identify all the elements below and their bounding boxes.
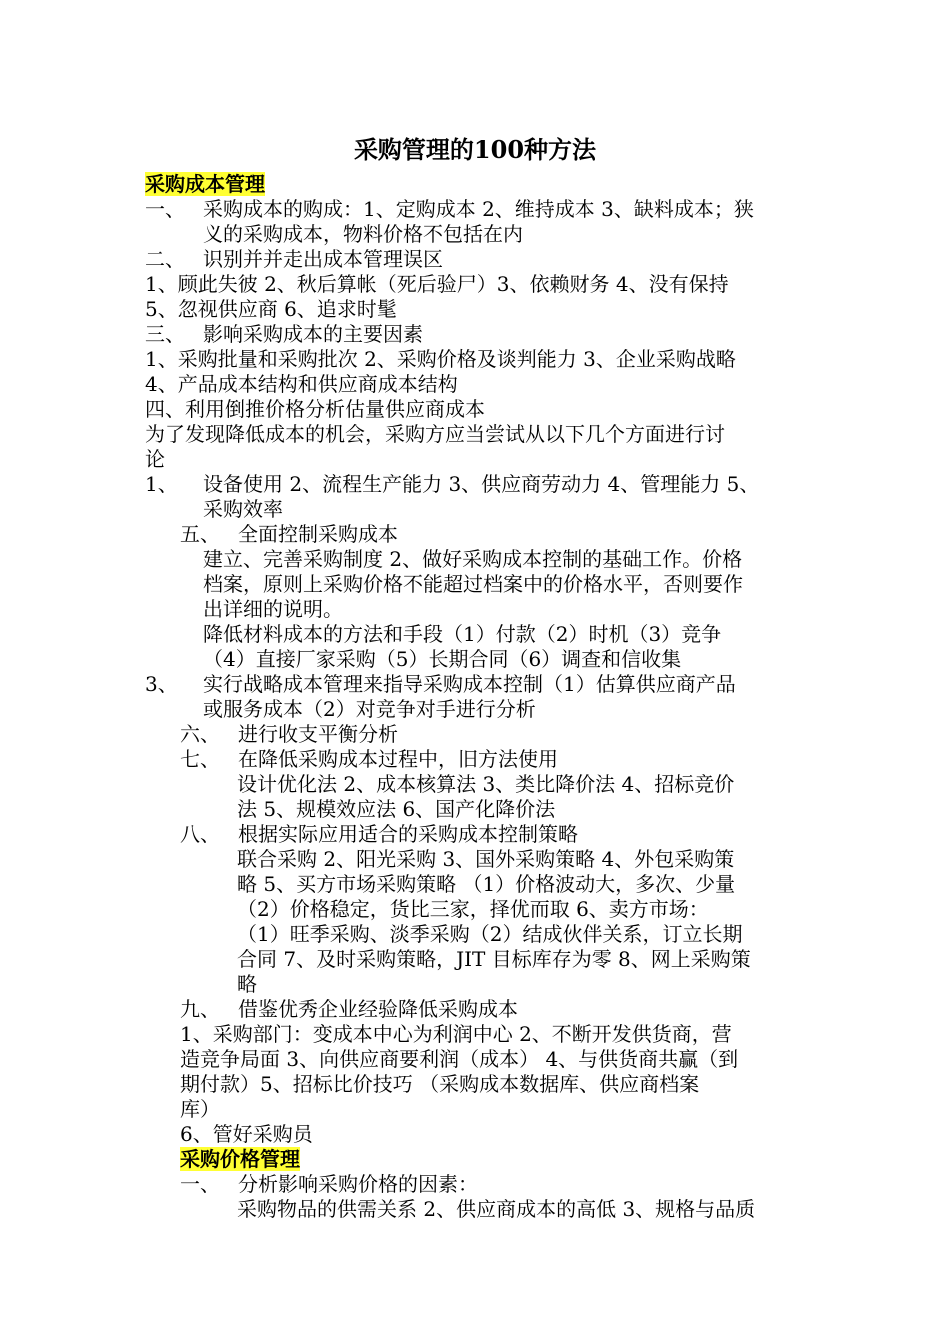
highlighted-heading: 采购价格管理 xyxy=(180,1147,300,1171)
text-line: 造竞争局面 3、向供应商要利润（成本） 4、与供货商共赢（到 xyxy=(180,1047,739,1071)
list-item: 1、 设备使用 2、流程生产能力 3、供应商劳动力 4、管理能力 5、 xyxy=(145,472,760,496)
list-item: 一、 分析影响采购价格的因素： xyxy=(180,1172,478,1196)
list-item: 八、 根据实际应用适合的采购成本控制策略 xyxy=(180,822,578,846)
text-line: 论 xyxy=(145,447,165,471)
text-line: 出详细的说明。 xyxy=(203,597,343,621)
section-heading-price xyxy=(145,1147,810,1172)
text-line: 1、采购批量和采购批次 2、采购价格及谈判能力 3、企业采购战略 xyxy=(145,347,736,371)
document-body xyxy=(145,172,810,1222)
text-line: 期付款）5、招标比价技巧 （采购成本数据库、供应商档案 xyxy=(180,1072,700,1096)
list-item: 七、 在降低采购成本过程中，旧方法使用 xyxy=(180,747,558,771)
text-line: 设计优化法 2、成本核算法 3、类比降价法 4、招标竞价 xyxy=(237,772,735,796)
text-line: 档案，原则上采购价格不能超过档案中的价格水平，否则要作 xyxy=(203,572,743,596)
text-line: 建立、完善采购制度 2、做好采购成本控制的基础工作。价格 xyxy=(203,547,743,571)
list-item: 3、 实行战略成本管理来指导采购成本控制（1）估算供应商产品 xyxy=(145,672,736,696)
list-item-continued: 采购效率 xyxy=(203,497,283,521)
text-line: 联合采购 2、阳光采购 3、国外采购策略 4、外包采购策 xyxy=(237,847,735,871)
section-heading-cost xyxy=(145,172,810,197)
text-line: 四、利用倒推价格分析估量供应商成本 xyxy=(145,397,485,421)
highlighted-heading: 采购成本管理 xyxy=(145,172,265,196)
text-line: 降低材料成本的方法和手段（1）付款（2）时机（3）竞争 xyxy=(203,622,722,646)
list-item-continued: 义的采购成本，物料价格不包括在内 xyxy=(203,222,523,246)
text-line: 合同 7、及时采购策略，JIT 目标库存为零 8、网上采购策 xyxy=(237,947,751,971)
text-line: （4）直接厂家采购（5）长期合同（6）调查和信收集 xyxy=(203,647,682,671)
text-line: （1）旺季采购、淡季采购（2）结成伙伴关系，订立长期 xyxy=(237,922,743,946)
text-line: 法 5、规模效应法 6、国产化降价法 xyxy=(237,797,556,821)
list-item: 一、 采购成本的购成：1、定购成本 2、维持成本 3、缺料成本；狭 xyxy=(145,197,754,221)
list-item: 三、 影响采购成本的主要因素 xyxy=(145,322,423,346)
text-line: 6、管好采购员 xyxy=(180,1122,313,1146)
document-title: 采购管理的100种方法 xyxy=(353,135,597,164)
text-line: 为了发现降低成本的机会，采购方应当尝试从以下几个方面进行讨 xyxy=(145,422,725,446)
text-line: 略 xyxy=(237,972,257,996)
text-line: 1、采购部门：变成本中心为利润中心 2、不断开发供货商，营 xyxy=(180,1022,732,1046)
list-item: 五、 全面控制采购成本 xyxy=(180,522,398,546)
text-line: （2）价格稳定，货比三家，择优而取 6、卖方市场： xyxy=(237,897,709,921)
list-item: 六、 进行收支平衡分析 xyxy=(180,722,398,746)
list-item: 九、 借鉴优秀企业经验降低采购成本 xyxy=(180,997,518,1021)
list-item-continued: 或服务成本（2）对竞争对手进行分析 xyxy=(203,697,536,721)
text-line: 4、产品成本结构和供应商成本结构 xyxy=(145,372,458,396)
text-line: 略 5、买方市场采购策略 （1）价格波动大，多次、少量 xyxy=(237,872,736,896)
text-line: 1、顾此失彼 2、秋后算帐（死后验尸）3、依赖财务 4、没有保持 xyxy=(145,272,729,296)
text-line: 采购物品的供需关系 2、供应商成本的高低 3、规格与品质 xyxy=(237,1197,756,1221)
text-line: 5、忽视供应商 6、追求时髦 xyxy=(145,297,397,321)
text-line: 库） xyxy=(180,1097,220,1121)
list-item: 二、 识别并并走出成本管理误区 xyxy=(145,247,443,271)
